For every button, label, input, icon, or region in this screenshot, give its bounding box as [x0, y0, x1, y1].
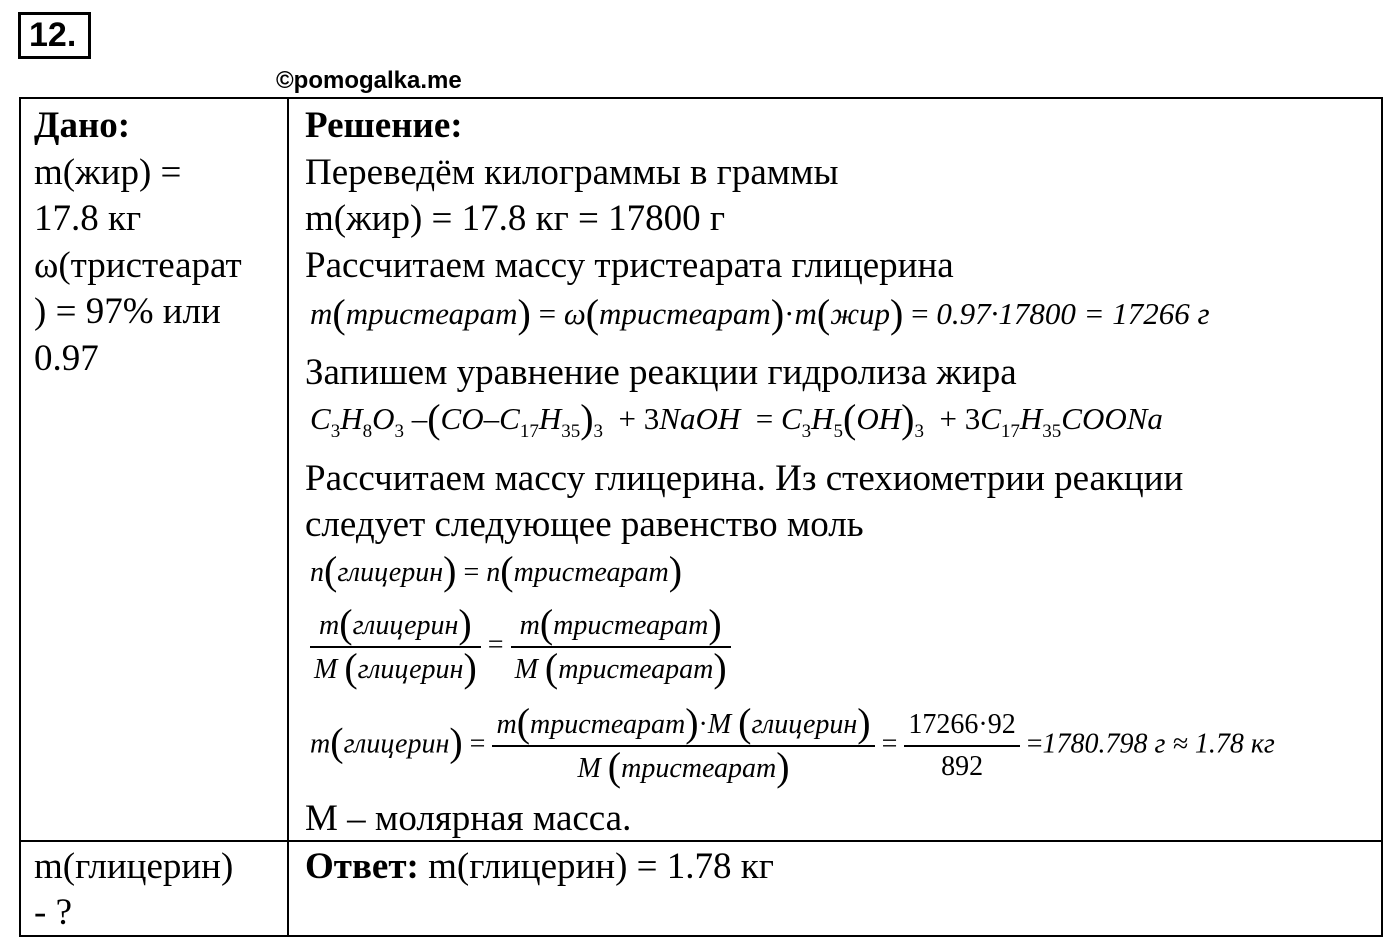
given-line: 17.8 кг — [34, 198, 142, 239]
answer-line — [305, 844, 774, 890]
find-line: m(глицерин) — [34, 846, 234, 887]
solution-text: M – молярная масса. — [305, 798, 632, 839]
solution-text: Рассчитаем массу глицерина. Из стехиометрии реакции — [305, 458, 1184, 499]
mass-ratio-formula: $\frac{\text{m(глицерин)}}{\text{M (глицерин)}}$ = $\frac{\text{m(тристеарат)}}{\text{M (тристеарат)}}$ — [310, 604, 731, 690]
solution-text: Запишем уравнение реакции гидролиза жира — [305, 352, 1017, 393]
glycerin-mass-numerator: 17266·92 — [908, 709, 1016, 740]
solution-header: Решение: — [305, 105, 463, 146]
solution-text: следует следующее равенство моль — [305, 504, 864, 545]
mole-equality-formula: n(глицерин) = n(тристеарат) — [310, 548, 683, 593]
solution-text: Рассчитаем массу тристеарата глицерина — [305, 245, 954, 286]
tristearate-mass-result: 0.97·17800 = 17266 г — [936, 296, 1210, 331]
answer-value: m(глицерин) = 1.78 кг — [428, 846, 774, 887]
answer-label: Ответ: — [305, 846, 419, 887]
hydrolysis-equation: $C_3H_8O_3$ $-(CO-C_{17}H_{35})_3$ + 3NaOH = $C_3H_5(OH)_3$ + $3C_{17}H_{35}COONa$ — [310, 396, 1163, 442]
glycerin-mass-formula: m(глицерин) = $\frac{\text{m(тристеарат)·M (глицерин)}}{\text{M (тристеарат)}}$ = $\frac{17266\cdot 92}{892}$ =1780.798 г ≈ 1.78 кг — [310, 700, 1275, 789]
given-header: Дано: — [34, 105, 131, 146]
glycerin-mass-denominator: 892 — [904, 745, 1019, 787]
watermark: ©pomogalka.me — [276, 67, 462, 94]
column-divider — [287, 97, 289, 937]
given-line: 0.97 — [34, 338, 99, 379]
given-line: ) = 97% или — [34, 291, 221, 332]
problem-number: 12. — [18, 12, 91, 59]
solution-text: Переведём килограммы в граммы — [305, 152, 839, 193]
solution-text: m(жир) = 17.8 кг = 17800 г — [305, 198, 726, 239]
tristearate-mass-formula: m(тристеарат) = ω(тристеарат)·m(жир) = 0.97·17800 = 17266 г — [310, 291, 1210, 336]
row-divider — [19, 840, 1383, 842]
glycerin-mass-result: 1780.798 г ≈ 1.78 кг — [1042, 728, 1275, 760]
given-line: ω(тристеарат — [34, 245, 242, 286]
find-line: - ? — [34, 892, 72, 933]
given-line: m(жир) = — [34, 152, 182, 193]
